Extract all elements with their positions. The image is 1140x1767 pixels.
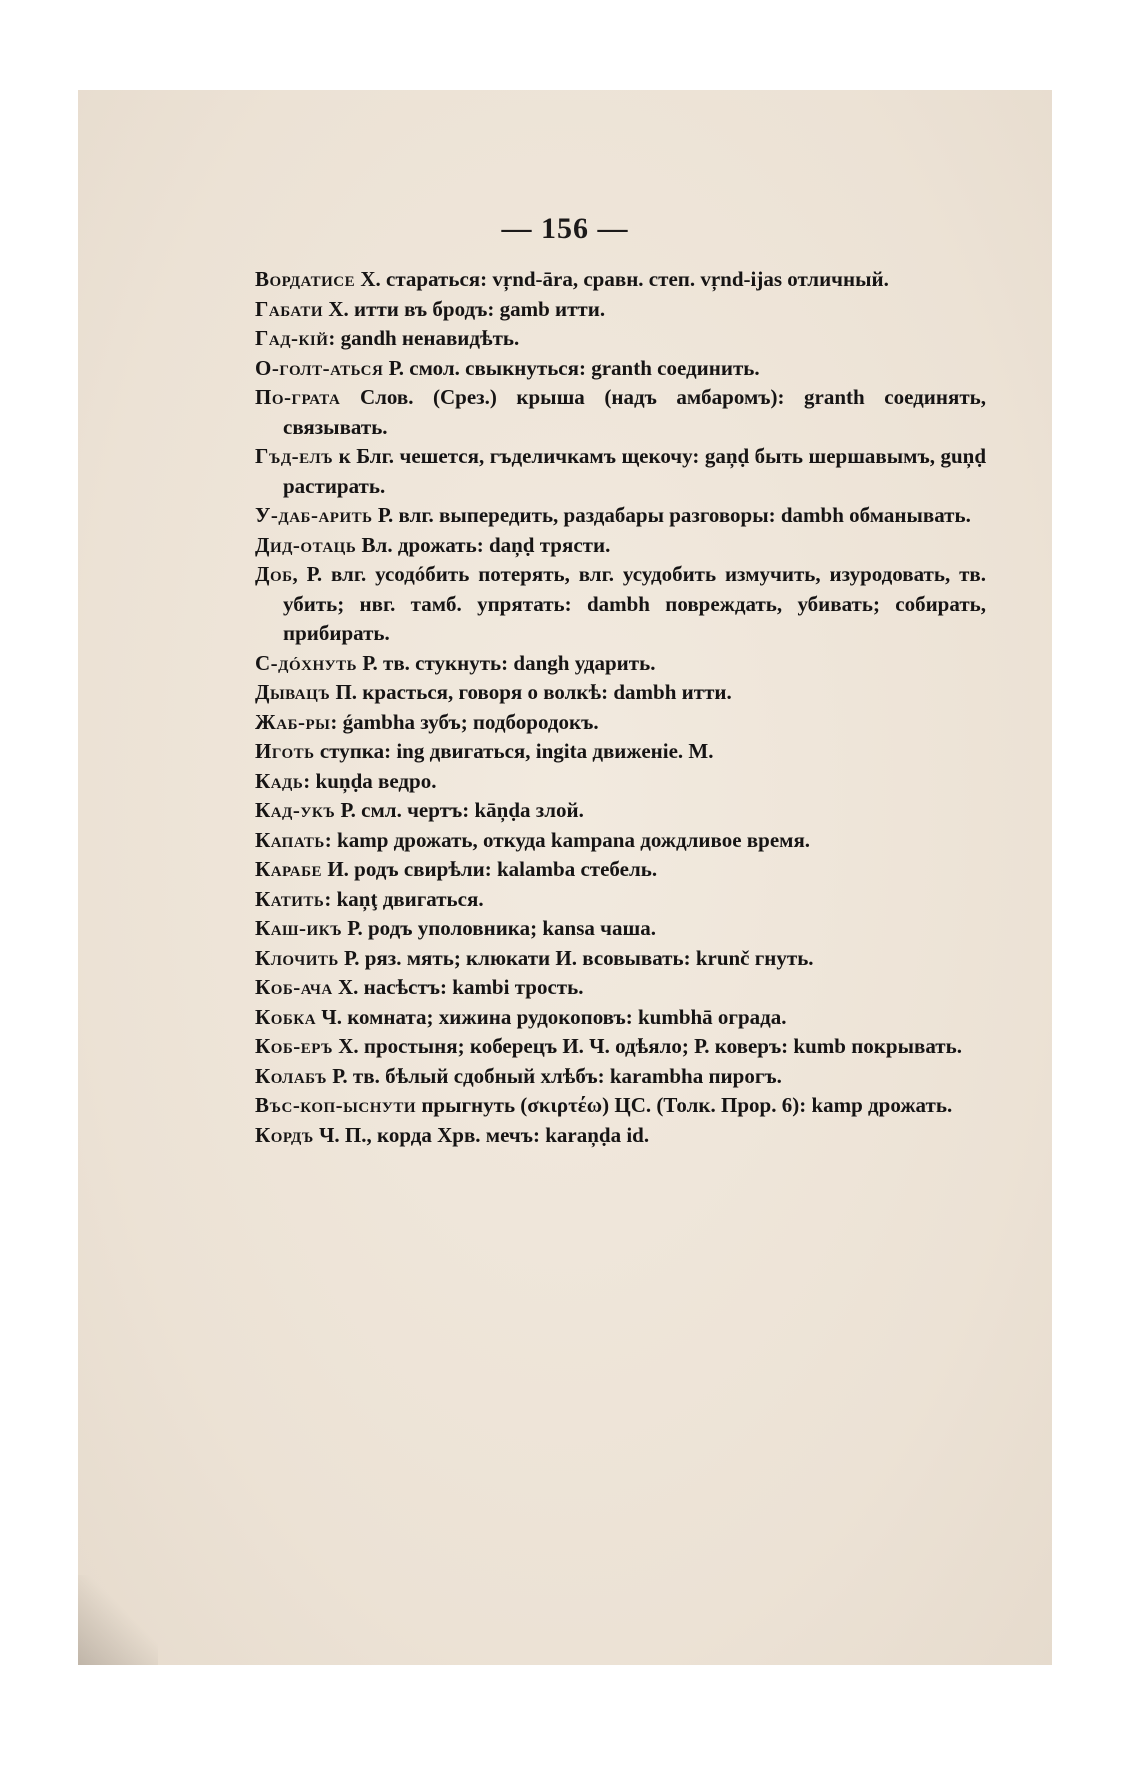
dictionary-entry bbox=[255, 383, 986, 442]
entry-text: Р. родъ уполовника; kansa чаша. bbox=[342, 916, 656, 940]
dictionary-entry bbox=[255, 737, 986, 767]
dictionary-entry bbox=[255, 265, 986, 295]
dictionary-entry bbox=[255, 295, 986, 325]
entry-headword: Въс-коп-ыснути bbox=[255, 1093, 417, 1117]
entry-headword: Каш-икъ bbox=[255, 916, 343, 940]
entry-headword: Колабъ bbox=[255, 1063, 327, 1088]
entry-text: Вл. дрожать: daņḍ трясти. bbox=[356, 532, 611, 557]
entry-headword: Дывацъ bbox=[255, 680, 331, 704]
entry-text: Слов. (Срез.) крыша (надъ амбаромъ): granth соединять, связывать. bbox=[283, 385, 986, 439]
dictionary-entry bbox=[255, 354, 986, 384]
dictionary-entry bbox=[255, 678, 986, 708]
dictionary-entry bbox=[255, 855, 986, 885]
entry-headword: Вордатисе bbox=[255, 267, 356, 291]
entry-text: : kamp дрожать, откуда kampana дождливое время. bbox=[324, 827, 811, 852]
entry-text: ступка: ing двигаться, ingita движеніе. М. bbox=[314, 739, 714, 763]
dictionary-entry bbox=[255, 767, 986, 797]
dictionary-entry bbox=[255, 1121, 986, 1151]
entry-headword: Гъд-елъ bbox=[255, 444, 334, 468]
page-number: — 156 — bbox=[501, 212, 629, 245]
entry-headword: Кобка bbox=[255, 1004, 317, 1029]
entry-headword: У-даб-арить bbox=[255, 503, 373, 527]
dictionary-entry bbox=[255, 442, 986, 501]
entry-text: Х. итти въ бродъ: gamb итти. bbox=[323, 296, 606, 321]
entry-headword: Коб-еръ bbox=[255, 1034, 333, 1058]
dictionary-entry bbox=[255, 1062, 986, 1092]
dictionary-entry bbox=[255, 973, 986, 1003]
entry-text: П. красться, говоря о волкѣ: dambh итти. bbox=[330, 680, 732, 704]
entry-text: : gandh ненавидѣть. bbox=[328, 326, 520, 350]
entry-text: Р. тв. стукнуть: dangh ударить. bbox=[357, 650, 656, 675]
entry-headword: Клочить bbox=[255, 945, 339, 970]
entry-text: Р. влг. выпередить, раздабары разговоры: dambh обманывать. bbox=[372, 503, 971, 527]
entry-text: Р. тв. бѣлый сдобный хлѣбъ: karambha пирогъ. bbox=[326, 1063, 782, 1088]
entry-text: : ǵambha зубъ; подбородокъ. bbox=[330, 709, 599, 734]
entry-text: Ч. комната; хижина рудокоповъ: kumbhā ограда. bbox=[316, 1004, 787, 1029]
dictionary-entry bbox=[255, 708, 986, 738]
dictionary-entry bbox=[255, 324, 986, 354]
entry-headword: Габати bbox=[255, 296, 324, 321]
entry-headword: По-грата bbox=[255, 385, 341, 409]
corner-smudge bbox=[78, 1575, 158, 1665]
dictionary-entries bbox=[255, 265, 986, 1150]
page-sheet bbox=[78, 90, 1052, 1665]
entry-text: Р. ряз. мять; клюкати И. всовывать: krunč гнуть. bbox=[338, 945, 814, 970]
entry-text: Р. смл. чертъ: kāņḍa злой. bbox=[335, 798, 584, 822]
entry-headword: Катить bbox=[255, 886, 325, 911]
dictionary-entry bbox=[255, 885, 986, 915]
dictionary-entry bbox=[255, 1091, 986, 1121]
entry-headword: О-голт-аться bbox=[255, 355, 384, 380]
entry-text: Х. простыня; коберецъ И. Ч. одѣяло; Р. коверъ: kumb покрывать. bbox=[332, 1034, 962, 1058]
entry-headword: Кадь bbox=[255, 768, 304, 793]
entry-text: Ч. П., корда Хрв. мечъ: karaņḍa id. bbox=[313, 1122, 650, 1147]
entry-text: Х. насѣстъ: kambi трость. bbox=[332, 975, 584, 999]
entry-headword: Коб-ача bbox=[255, 975, 333, 999]
dictionary-entry bbox=[255, 826, 986, 856]
entry-headword: Капать bbox=[255, 827, 325, 852]
entry-text: , Р. влг. усодóбить потерять, влг. усудобить измучить, изуродовать, тв. убить; нвг. тамб. упрятать: dambh повреждать, убивать; собирать, прибирать. bbox=[283, 562, 986, 645]
entry-text: : kuņḍa ведро. bbox=[303, 768, 437, 793]
entry-headword: Доб bbox=[255, 562, 293, 586]
dictionary-entry bbox=[255, 796, 986, 826]
entry-headword: Дид-отаць bbox=[255, 532, 357, 557]
dictionary-entry bbox=[255, 944, 986, 974]
entry-headword: Кад-укъ bbox=[255, 798, 336, 822]
entry-text: И. родъ свирѣли: kalamba стебель. bbox=[322, 857, 658, 881]
entry-headword: Кордъ bbox=[255, 1122, 314, 1147]
dictionary-entry bbox=[255, 914, 986, 944]
dictionary-entry bbox=[255, 649, 986, 679]
entry-headword: Гад-кій bbox=[255, 326, 329, 350]
dictionary-entry bbox=[255, 1032, 986, 1062]
entry-headword: С-дóхнуть bbox=[255, 650, 358, 675]
entry-text: прыгнуть (σκιρτέω) ЦС. (Толк. Прор. 6): kamp дрожать. bbox=[416, 1093, 953, 1117]
entry-text: Р. смол. свыкнуться: granth соединить. bbox=[383, 355, 760, 380]
entry-text: Х. стараться: vŗnd-āra, сравн. степ. vŗnd-ijas отличный. bbox=[355, 267, 889, 291]
entry-headword: Жаб-ры bbox=[255, 709, 331, 734]
dictionary-entry bbox=[255, 531, 986, 561]
dictionary-entry bbox=[255, 560, 986, 649]
entry-text: : kaņţ двигаться. bbox=[324, 886, 484, 911]
entry-headword: Иготь bbox=[255, 739, 315, 763]
entry-headword: Карабе bbox=[255, 857, 323, 881]
dictionary-entry bbox=[255, 1003, 986, 1033]
entry-text: к Блг. чешется, гъделичкамъ щекочу: gaņḍ быть шершавымъ, guņḍ растирать. bbox=[283, 444, 986, 498]
dictionary-entry bbox=[255, 501, 986, 531]
